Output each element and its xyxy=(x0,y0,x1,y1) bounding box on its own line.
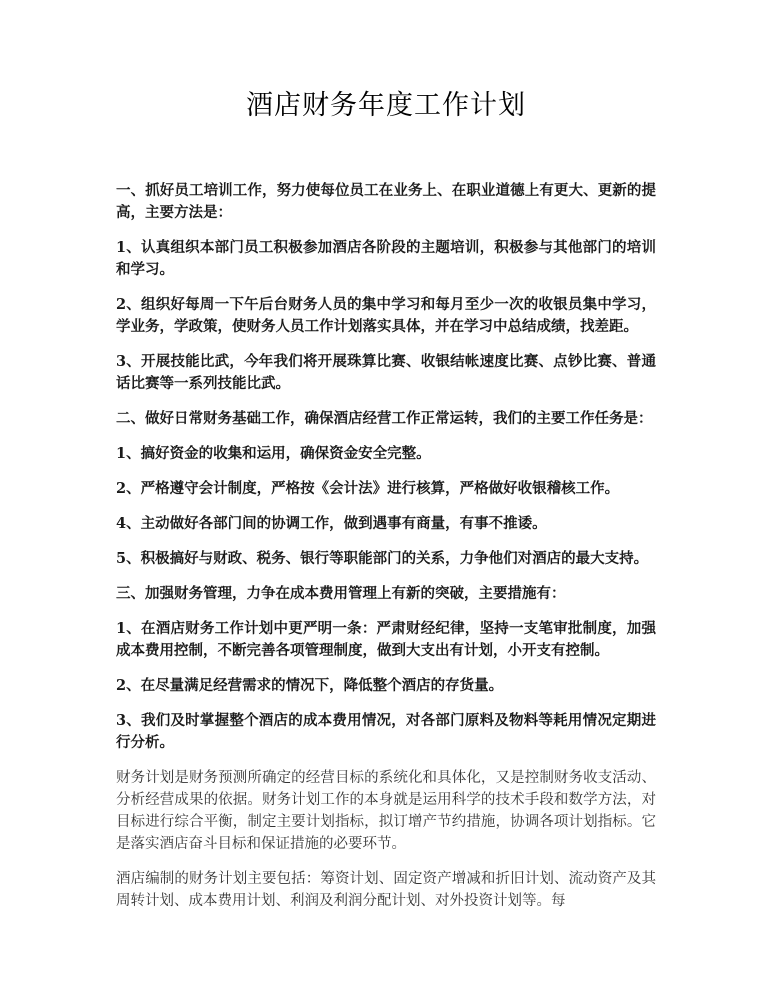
paragraph-item: 2、组织好每周一下午后台财务人员的集中学习和每月至少一次的收银员集中学习，学业务，学政策，使财务人员工作计划落实具体，并在学习中总结成绩，找差距。 xyxy=(116,296,656,335)
paragraph-item: 3、开展技能比武，今年我们将开展珠算比赛、收银结帐速度比赛、点钞比赛、普通话比赛等一系列技能比武。 xyxy=(116,353,656,392)
paragraph-item: 3、我们及时掌握整个酒店的成本费用情况，对各部门原料及物料等耗用情况定期进行分析。 xyxy=(116,712,656,751)
document-title: 酒店财务年度工作计划 xyxy=(246,90,526,121)
paragraph-item: 1、在酒店财务工作计划中更严明一条：严肃财经纪律，坚持一支笔审批制度，加强成本费用控制，不断完善各项管理制度，做到大支出有计划，小开支有控制。 xyxy=(116,620,656,659)
paragraph-section-1-heading: 一、抓好员工培训工作，努力使每位员工在业务上、在职业道德上有更大、更新的提高，主要方法是： xyxy=(116,182,656,221)
paragraph-item: 1、认真组织本部门员工积极参加酒店各阶段的主题培训，积极参与其他部门的培训和学习。 xyxy=(116,239,656,278)
paragraph-item: 5、积极搞好与财政、税务、银行等职能部门的关系，力争他们对酒店的最大支持。 xyxy=(116,550,649,567)
body-paragraph: 酒店编制的财务计划主要包括：筹资计划、固定资产增减和折旧计划、流动资产及其周转计划、成本费用计划、利润及利润分配计划、对外投资计划等。每 xyxy=(116,871,656,909)
paragraph-section-3-heading: 三、加强财务管理，力争在成本费用管理上有新的突破，主要措施有： xyxy=(116,585,566,602)
paragraph-item: 2、在尽量满足经营需求的情况下，降低整个酒店的存货量。 xyxy=(116,677,504,694)
paragraph-item: 4、主动做好各部门间的协调工作，做到遇事有商量，有事不推诿。 xyxy=(116,515,547,532)
paragraph-item: 2、严格遵守会计制度，严格按《会计法》进行核算，严格做好收银稽核工作。 xyxy=(116,480,620,497)
paragraph-item: 1、搞好资金的收集和运用，确保资金安全完整。 xyxy=(116,445,431,462)
paragraph-section-2-heading: 二、做好日常财务基础工作，确保酒店经营工作正常运转，我们的主要工作任务是： xyxy=(116,410,653,427)
body-paragraph: 财务计划是财务预测所确定的经营目标的系统化和具体化，又是控制财务收支活动、分析经营成果的依据。财务计划工作的本身就是运用科学的技术手段和数学方法，对目标进行综合平衡，制定主要计划指标，拟订增产节约措施，协调各项计划指标。它是落实酒店奋斗目标和保证措施的必要环节。 xyxy=(116,770,656,852)
